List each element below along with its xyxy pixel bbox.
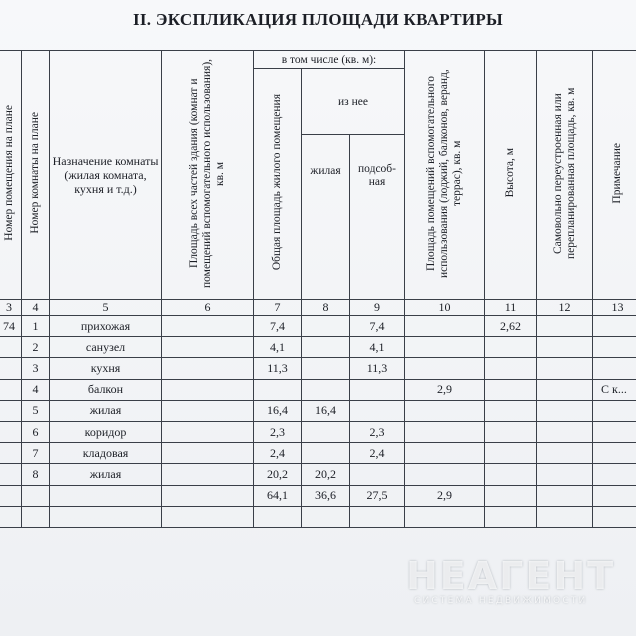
table-cell: 3 bbox=[22, 358, 50, 379]
table-row bbox=[0, 358, 636, 379]
table-cell: 7,4 bbox=[350, 316, 405, 337]
table-cell bbox=[405, 421, 485, 442]
table-cell bbox=[485, 464, 537, 485]
table-cell: 2,4 bbox=[350, 443, 405, 464]
table-cell: прихожая bbox=[50, 316, 162, 337]
watermark-main: НЕАГЕНТ bbox=[406, 554, 616, 598]
table-row bbox=[0, 485, 636, 506]
page-title: II. ЭКСПЛИКАЦИЯ ПЛОЩАДИ КВАРТИРЫ bbox=[132, 10, 504, 29]
column-number: 5 bbox=[50, 300, 162, 316]
table-cell: 6 bbox=[22, 421, 50, 442]
table-cell: 1 bbox=[22, 316, 50, 337]
table-cell bbox=[302, 443, 350, 464]
table-cell bbox=[162, 379, 254, 400]
table-cell: 74 bbox=[0, 316, 22, 337]
table-cell bbox=[537, 464, 593, 485]
table-cell bbox=[485, 358, 537, 379]
table-cell: кухня bbox=[50, 358, 162, 379]
watermark-logo bbox=[406, 554, 616, 606]
table-cell bbox=[162, 506, 254, 527]
table-cell bbox=[405, 337, 485, 358]
header-room-number-plan: Номер помещения на плане bbox=[0, 51, 22, 300]
table-cell bbox=[302, 337, 350, 358]
table-cell: 11,3 bbox=[254, 358, 302, 379]
table-cell: 2,4 bbox=[254, 443, 302, 464]
column-numbers-row bbox=[0, 300, 636, 316]
table-cell bbox=[0, 443, 22, 464]
table-cell bbox=[0, 485, 22, 506]
table-row bbox=[0, 506, 636, 527]
table-cell bbox=[50, 506, 162, 527]
table-cell: 20,2 bbox=[302, 464, 350, 485]
watermark-sub: СИСТЕМА НЕДВИЖИМОСТИ bbox=[414, 596, 588, 606]
column-number: 11 bbox=[485, 300, 537, 316]
table-cell bbox=[593, 485, 636, 506]
header-auxiliary: подсоб-ная bbox=[350, 134, 405, 299]
table-cell bbox=[593, 400, 636, 421]
table-cell: 2,3 bbox=[254, 421, 302, 442]
table-cell bbox=[537, 506, 593, 527]
table-cell bbox=[0, 337, 22, 358]
table-cell: 8 bbox=[22, 464, 50, 485]
table-cell bbox=[593, 506, 636, 527]
table-cell bbox=[162, 337, 254, 358]
table-cell bbox=[0, 358, 22, 379]
table-row bbox=[0, 443, 636, 464]
table-cell bbox=[350, 400, 405, 421]
column-number: 9 bbox=[350, 300, 405, 316]
table-cell: жилая bbox=[50, 400, 162, 421]
table-cell: 20,2 bbox=[254, 464, 302, 485]
table-cell bbox=[350, 506, 405, 527]
table-cell bbox=[350, 379, 405, 400]
table-cell: жилая bbox=[50, 464, 162, 485]
table-cell bbox=[302, 316, 350, 337]
table-cell: 27,5 bbox=[350, 485, 405, 506]
table-cell: 16,4 bbox=[254, 400, 302, 421]
header-unauthorized-area: Самовольно переустроенная или перепланированная площадь, кв. м bbox=[537, 51, 593, 300]
table-row bbox=[0, 400, 636, 421]
header-group-of-it: из нее bbox=[302, 69, 405, 135]
table-cell bbox=[405, 464, 485, 485]
table-cell bbox=[537, 316, 593, 337]
table-cell: 2,9 bbox=[405, 379, 485, 400]
table-cell bbox=[593, 464, 636, 485]
table-cell bbox=[162, 358, 254, 379]
table-row bbox=[0, 316, 636, 337]
header-note: Примечание bbox=[593, 51, 636, 300]
column-number: 13 bbox=[593, 300, 636, 316]
table-cell bbox=[302, 379, 350, 400]
explication-table bbox=[0, 50, 636, 528]
table-cell bbox=[0, 400, 22, 421]
table-row bbox=[0, 464, 636, 485]
table-cell bbox=[485, 379, 537, 400]
table-cell: санузел bbox=[50, 337, 162, 358]
table-cell: 64,1 bbox=[254, 485, 302, 506]
header-group-in-total: в том числе (кв. м): bbox=[254, 51, 405, 69]
table-cell bbox=[405, 400, 485, 421]
table-cell: 4,1 bbox=[350, 337, 405, 358]
table-cell bbox=[593, 421, 636, 442]
table-cell: коридор bbox=[50, 421, 162, 442]
table-cell: 36,6 bbox=[302, 485, 350, 506]
table-cell bbox=[0, 506, 22, 527]
table-cell: 5 bbox=[22, 400, 50, 421]
table-cell bbox=[537, 485, 593, 506]
table-cell bbox=[485, 506, 537, 527]
table-cell bbox=[302, 421, 350, 442]
table-cell bbox=[485, 400, 537, 421]
table-cell bbox=[162, 421, 254, 442]
table-row bbox=[0, 421, 636, 442]
table-cell bbox=[162, 316, 254, 337]
table-cell: 16,4 bbox=[302, 400, 350, 421]
table-cell bbox=[485, 443, 537, 464]
header-room-purpose: Назначение комнаты (жилая комната, кухня и т.д.) bbox=[50, 51, 162, 300]
table-cell: С к... bbox=[593, 379, 636, 400]
table-cell: 7,4 bbox=[254, 316, 302, 337]
table-cell bbox=[302, 506, 350, 527]
column-number: 4 bbox=[22, 300, 50, 316]
table-cell bbox=[485, 421, 537, 442]
table-cell: 2,3 bbox=[350, 421, 405, 442]
table-row bbox=[0, 337, 636, 358]
table-body bbox=[0, 316, 636, 528]
table-cell bbox=[485, 485, 537, 506]
header-living: жилая bbox=[302, 134, 350, 299]
table-cell bbox=[593, 358, 636, 379]
table-cell: 7 bbox=[22, 443, 50, 464]
table-cell bbox=[405, 358, 485, 379]
table-cell: 4,1 bbox=[254, 337, 302, 358]
table-cell bbox=[302, 358, 350, 379]
table-cell bbox=[593, 443, 636, 464]
table-cell bbox=[22, 485, 50, 506]
table-cell: 2 bbox=[22, 337, 50, 358]
table-cell bbox=[405, 506, 485, 527]
column-number: 12 bbox=[537, 300, 593, 316]
column-number: 6 bbox=[162, 300, 254, 316]
header-total-living-area: Общая площадь жилого помещения bbox=[254, 69, 302, 300]
header-room-number: Номер комнаты на плане bbox=[22, 51, 50, 300]
header-total-building-area: Площадь всех частей здания (комнат и помещений вспомогательного использования), кв. м bbox=[162, 51, 254, 300]
table-cell bbox=[537, 421, 593, 442]
header-height: Высота, м bbox=[485, 51, 537, 300]
header-auxiliary-area: Площадь помещений вспомогательного использования (лоджий, балконов, веранд, террас), кв. м bbox=[405, 51, 485, 300]
table-cell: 2,9 bbox=[405, 485, 485, 506]
table-cell bbox=[0, 464, 22, 485]
table-cell bbox=[162, 485, 254, 506]
table-cell: балкон bbox=[50, 379, 162, 400]
table-cell bbox=[593, 316, 636, 337]
table-cell: 2,62 bbox=[485, 316, 537, 337]
table-cell: 4 bbox=[22, 379, 50, 400]
table-cell bbox=[162, 400, 254, 421]
table-cell bbox=[254, 379, 302, 400]
table-cell: 11,3 bbox=[350, 358, 405, 379]
column-number: 7 bbox=[254, 300, 302, 316]
table-cell bbox=[22, 506, 50, 527]
table-cell bbox=[254, 506, 302, 527]
table-cell bbox=[537, 443, 593, 464]
table-cell bbox=[537, 379, 593, 400]
table-cell bbox=[162, 443, 254, 464]
table-cell: кладовая bbox=[50, 443, 162, 464]
table-cell bbox=[405, 443, 485, 464]
table-cell bbox=[50, 485, 162, 506]
table-cell bbox=[593, 337, 636, 358]
column-number: 3 bbox=[0, 300, 22, 316]
table-cell bbox=[350, 464, 405, 485]
column-number: 8 bbox=[302, 300, 350, 316]
table-cell bbox=[537, 358, 593, 379]
table-cell bbox=[485, 337, 537, 358]
column-number: 10 bbox=[405, 300, 485, 316]
table-cell bbox=[537, 337, 593, 358]
table-cell bbox=[537, 400, 593, 421]
table-cell bbox=[0, 421, 22, 442]
table-cell bbox=[0, 379, 22, 400]
table-cell bbox=[162, 464, 254, 485]
table-row bbox=[0, 379, 636, 400]
table-cell bbox=[405, 316, 485, 337]
